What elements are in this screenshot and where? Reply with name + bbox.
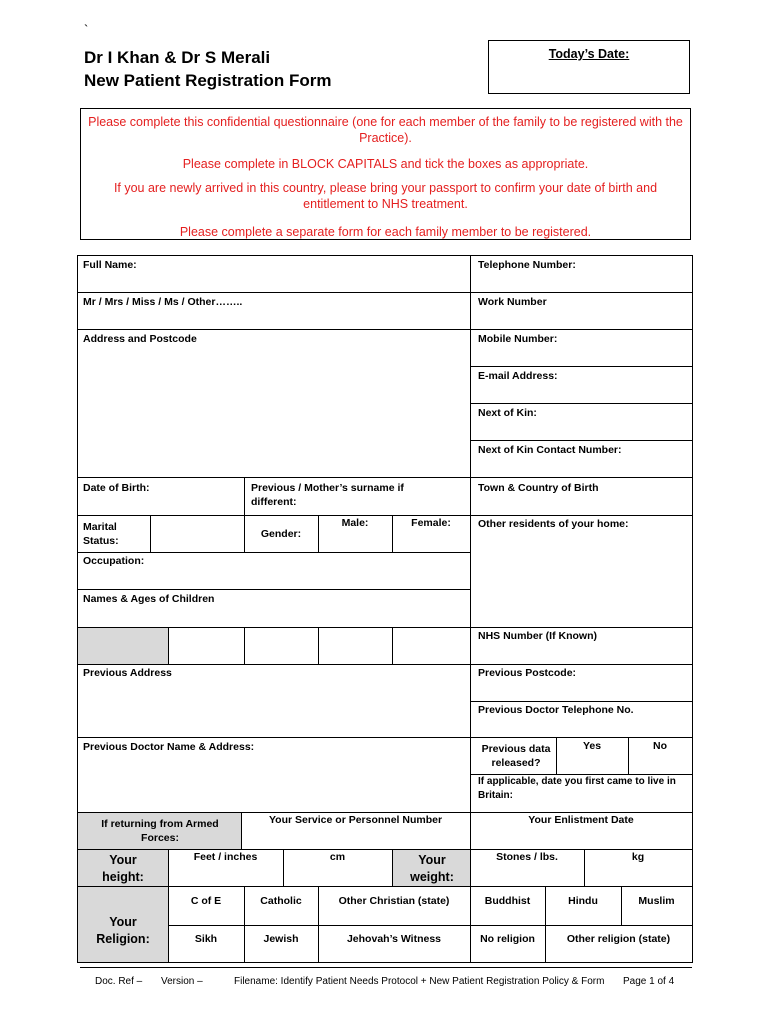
- previous-postcode-label: Previous Postcode:: [478, 667, 577, 679]
- your-weight-label: Your weight:: [410, 853, 454, 884]
- footer-page-number: Page 1 of 4: [623, 976, 675, 987]
- yes-label: Yes: [582, 740, 602, 752]
- female-checkbox[interactable]: [393, 530, 469, 551]
- form-title: New Patient Registration Form: [84, 71, 332, 90]
- previous-doctor-tel-label: Previous Doctor Telephone No.: [478, 704, 634, 716]
- stones-lbs-label: Stones / lbs.: [496, 851, 558, 863]
- dob-label: Date of Birth:: [83, 482, 150, 494]
- cm-label: cm: [329, 851, 346, 863]
- previous-address-label: Previous Address: [83, 667, 172, 679]
- children-label: Names & Ages of Children: [83, 593, 215, 605]
- full-name-field[interactable]: [78, 272, 469, 291]
- next-of-kin-label: Next of Kin:: [478, 407, 537, 419]
- kg-label: kg: [631, 851, 645, 863]
- enlistment-date-label: Your Enlistment Date: [528, 814, 634, 826]
- address-label: Address and Postcode: [83, 333, 197, 345]
- religion-option-sikh[interactable]: Sikh: [194, 933, 218, 945]
- religion-option-other-religion[interactable]: Other religion (state): [566, 933, 671, 945]
- next-of-kin-contact-label: Next of Kin Contact Number:: [478, 444, 622, 456]
- religion-option-hindu[interactable]: Hindu: [568, 895, 598, 907]
- telephone-label: Telephone Number:: [478, 259, 576, 271]
- religion-option-jehovahs-witness[interactable]: Jehovah’s Witness: [346, 933, 442, 945]
- full-name-label: Full Name:: [83, 259, 137, 271]
- instruction-3: If you are newly arrived in this country, please bring your passport to confirm your date of birth and entitlement to NHS treatment.: [113, 181, 658, 211]
- doctors-name: Dr I Khan & Dr S Merali: [84, 48, 271, 67]
- your-height-label: Your height:: [102, 853, 144, 884]
- work-number-label: Work Number: [478, 296, 547, 308]
- religion-option-other-christian[interactable]: Other Christian (state): [338, 895, 450, 907]
- footer-filename: Filename: Identify Patient Needs Protocol + New Patient Registration Policy & Form: [234, 976, 605, 987]
- instruction-1: Please complete this confidential questionnaire (one for each member of the family to be registered with the Practice).: [88, 115, 683, 145]
- instruction-2: Please complete in BLOCK CAPITALS and tick the boxes as appropriate.: [182, 157, 589, 171]
- todays-date-label: Today’s Date:: [548, 47, 630, 61]
- religion-option-c-of-e[interactable]: C of E: [190, 895, 222, 907]
- marital-status-field[interactable]: [151, 516, 243, 551]
- previous-data-no-checkbox[interactable]: [629, 756, 691, 773]
- armed-forces-label: If returning from Armed Forces:: [101, 818, 219, 844]
- religion-option-buddhist[interactable]: Buddhist: [484, 895, 531, 907]
- other-residents-field[interactable]: [471, 532, 691, 626]
- town-country-birth-label: Town & Country of Birth: [478, 482, 599, 494]
- telephone-field[interactable]: [471, 272, 691, 291]
- female-label: Female:: [411, 517, 451, 529]
- title-options-label: Mr / Mrs / Miss / Ms / Other……..: [83, 296, 243, 308]
- instruction-4: Please complete a separate form for each family member to be registered.: [179, 225, 592, 239]
- religion-option-catholic[interactable]: Catholic: [260, 895, 302, 907]
- occupation-label: Occupation:: [83, 555, 145, 567]
- other-residents-label: Other residents of your home:: [478, 518, 629, 530]
- previous-data-yes-checkbox[interactable]: [557, 756, 627, 773]
- religion-option-no-religion[interactable]: No religion: [480, 933, 535, 945]
- male-label: Male:: [341, 517, 369, 529]
- mobile-label: Mobile Number:: [478, 333, 558, 345]
- male-checkbox[interactable]: [319, 530, 391, 551]
- feet-inches-label: Feet / inches: [193, 851, 258, 863]
- your-religion-label: Your Religion:: [96, 915, 150, 946]
- previous-data-released-label: Previous data released?: [481, 743, 551, 769]
- gender-label: Gender:: [260, 528, 302, 540]
- no-label: No: [653, 740, 667, 752]
- date-came-britain-label: If applicable, date you first came to live in Britain:: [478, 776, 676, 801]
- marital-status-label: Marital Status:: [83, 521, 119, 547]
- service-number-label: Your Service or Personnel Number: [268, 814, 443, 826]
- religion-option-jewish[interactable]: Jewish: [263, 933, 299, 945]
- address-field[interactable]: [78, 346, 469, 476]
- nhs-number-label: NHS Number (If Known): [478, 630, 597, 642]
- footer-doc-ref: Doc. Ref –: [95, 976, 143, 987]
- email-label: E-mail Address:: [478, 370, 558, 382]
- header-tick: `: [84, 22, 89, 37]
- previous-surname-label: Previous / Mother’s surname if different:: [251, 482, 404, 508]
- religion-option-muslim[interactable]: Muslim: [638, 895, 675, 907]
- previous-doctor-name-label: Previous Doctor Name & Address:: [83, 741, 255, 753]
- footer-version: Version –: [161, 976, 203, 987]
